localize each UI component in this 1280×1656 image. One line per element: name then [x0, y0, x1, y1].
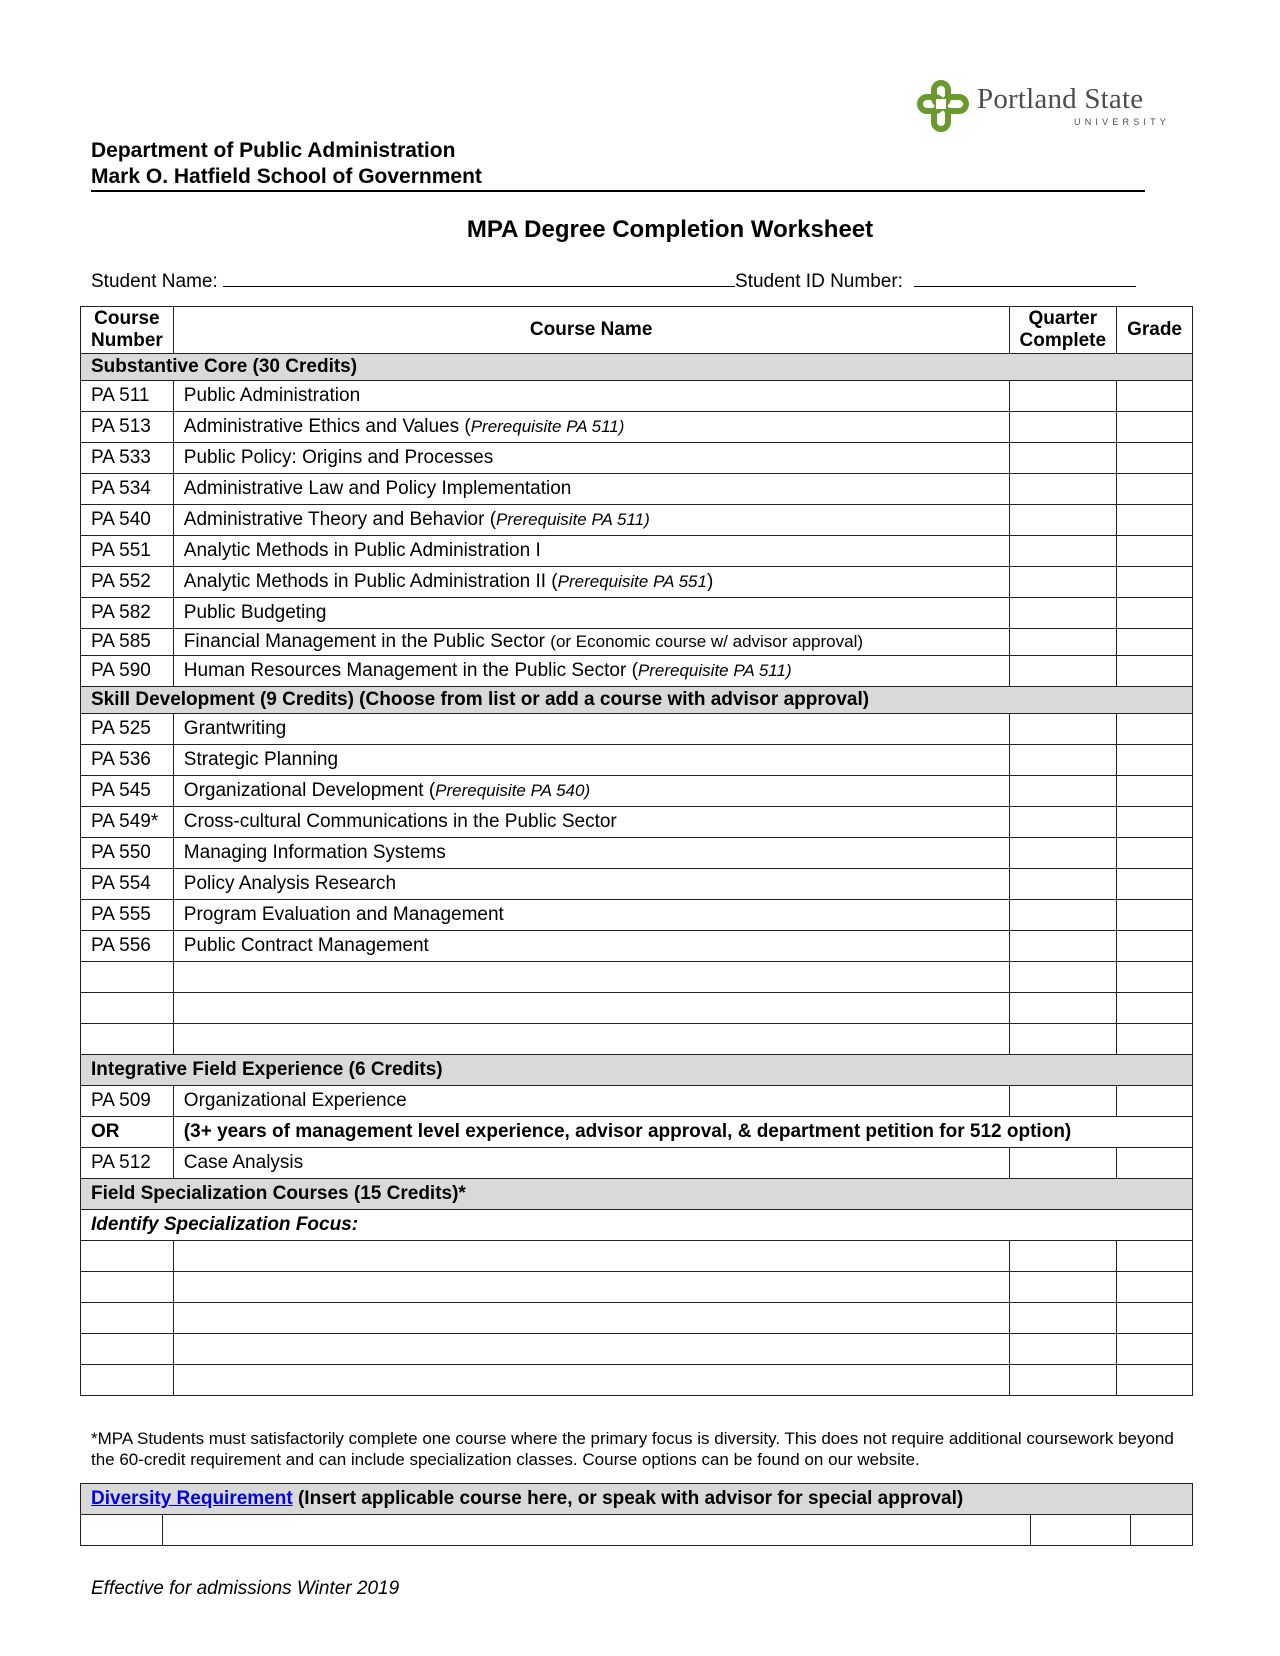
- grade-cell[interactable]: [1117, 838, 1193, 869]
- grade-cell[interactable]: [1117, 745, 1193, 776]
- empty-row: [81, 1365, 1193, 1396]
- diversity-requirement-link[interactable]: Diversity Requirement: [91, 1488, 293, 1509]
- empty-row: [81, 1024, 1193, 1055]
- empty-row: [81, 962, 1193, 993]
- table-row: PA 533 Public Policy: Origins and Processes: [81, 443, 1193, 474]
- quarter-cell[interactable]: [1009, 931, 1117, 962]
- quarter-complete-header: Quarter Complete: [1009, 307, 1117, 354]
- grade-cell[interactable]: [1117, 474, 1193, 505]
- quarter-cell[interactable]: [1009, 474, 1117, 505]
- grade-cell[interactable]: [1117, 412, 1193, 443]
- table-row: PA 525 Grantwriting: [81, 714, 1193, 745]
- table-row: PA 511 Public Administration: [81, 381, 1193, 412]
- grade-cell[interactable]: [1117, 656, 1193, 687]
- grade-cell[interactable]: [1117, 381, 1193, 412]
- table-row: PA 545 Organizational Development (Prerequisite PA 540): [81, 776, 1193, 807]
- diversity-table: [80, 1483, 1193, 1546]
- empty-row: [81, 1334, 1193, 1365]
- quarter-cell[interactable]: [1009, 536, 1117, 567]
- school-name-row: [91, 164, 1145, 192]
- table-row: PA 582 Public Budgeting: [81, 598, 1193, 629]
- grade-cell[interactable]: [1117, 869, 1193, 900]
- table-row: PA 585 Financial Management in the Public Sector (or Economic course w/ advisor approval): [81, 629, 1193, 656]
- grade-cell[interactable]: [1117, 776, 1193, 807]
- table-row: PA 549* Cross-cultural Communications in the Public Sector: [81, 807, 1193, 838]
- quarter-cell[interactable]: [1009, 381, 1117, 412]
- grade-cell[interactable]: [1117, 443, 1193, 474]
- table-row: PA 536 Strategic Planning: [81, 745, 1193, 776]
- quarter-cell[interactable]: [1009, 567, 1117, 598]
- logo-subtitle: UNIVERSITY: [1074, 117, 1171, 127]
- quarter-cell[interactable]: [1009, 656, 1117, 687]
- quarter-cell[interactable]: [1009, 745, 1117, 776]
- section-title: Integrative Field Experience (6 Credits): [81, 1055, 1193, 1086]
- quarter-cell[interactable]: [1009, 714, 1117, 745]
- quarter-cell[interactable]: [1009, 629, 1117, 656]
- section-core: [81, 354, 1193, 381]
- empty-row: [81, 993, 1193, 1024]
- grade-cell[interactable]: [1117, 714, 1193, 745]
- table-row: PA 509 Organizational Experience: [81, 1086, 1193, 1117]
- table-row: PA 551 Analytic Methods in Public Administration I: [81, 536, 1193, 567]
- psu-knot-icon: [917, 80, 969, 132]
- table-row: PA 555 Program Evaluation and Management: [81, 900, 1193, 931]
- table-header-row: [81, 307, 1193, 354]
- table-row: PA 550 Managing Information Systems: [81, 838, 1193, 869]
- quarter-cell[interactable]: [1009, 1086, 1117, 1117]
- grade-cell[interactable]: [1117, 567, 1193, 598]
- table-row: PA 534 Administrative Law and Policy Implementation: [81, 474, 1193, 505]
- grade-cell[interactable]: [1117, 536, 1193, 567]
- quarter-cell[interactable]: [1009, 776, 1117, 807]
- student-info-line: [91, 270, 1136, 293]
- student-name-field[interactable]: [223, 270, 735, 287]
- grade-cell[interactable]: [1117, 1148, 1193, 1179]
- section-field: [81, 1055, 1193, 1086]
- section-title: Field Specialization Courses (15 Credits)*: [81, 1179, 1193, 1210]
- page-title: MPA Degree Completion Worksheet: [466, 216, 874, 243]
- quarter-cell[interactable]: [1009, 900, 1117, 931]
- empty-row: [81, 1303, 1193, 1334]
- quarter-cell[interactable]: [1009, 1148, 1117, 1179]
- course-number-header: Course Number: [81, 307, 174, 354]
- department-name: Department of Public Administration: [91, 139, 456, 162]
- specialization-focus-field[interactable]: Identify Specialization Focus:: [81, 1210, 1193, 1241]
- grade-cell[interactable]: [1117, 1086, 1193, 1117]
- grade-cell[interactable]: [1117, 807, 1193, 838]
- quarter-cell[interactable]: [1009, 838, 1117, 869]
- table-row: PA 512 Case Analysis: [81, 1148, 1193, 1179]
- table-row: PA 552 Analytic Methods in Public Administration II (Prerequisite PA 551): [81, 567, 1193, 598]
- grade-cell[interactable]: [1117, 505, 1193, 536]
- or-row: OR (3+ years of management level experience, advisor approval, & department petition for 512 option): [81, 1117, 1193, 1148]
- logo-wordmark: Portland State: [977, 83, 1144, 115]
- section-skill: [81, 687, 1193, 714]
- quarter-cell[interactable]: [1009, 412, 1117, 443]
- grade-cell[interactable]: [1117, 900, 1193, 931]
- section-title: Substantive Core (30 Credits): [81, 354, 1193, 381]
- course-table: [80, 306, 1193, 1396]
- grade-header: Grade: [1117, 307, 1193, 354]
- diversity-footnote: *MPA Students must satisfactorily complete one course where the primary focus is diversity. This does not require additional coursework beyond the 60-credit requirement and can include specialization classes. Course options can be found on our website.: [91, 1429, 1174, 1469]
- grade-cell[interactable]: [1117, 931, 1193, 962]
- specialization-focus-row: [81, 1210, 1193, 1241]
- empty-row: [81, 1241, 1193, 1272]
- table-row: PA 540 Administrative Theory and Behavior (Prerequisite PA 511): [81, 505, 1193, 536]
- table-row: PA 554 Policy Analysis Research: [81, 869, 1193, 900]
- diversity-header: [81, 1484, 1193, 1515]
- school-name: Mark O. Hatfield School of Government: [91, 165, 482, 188]
- student-id-label: Student ID Number:: [735, 271, 903, 292]
- grade-cell[interactable]: [1117, 598, 1193, 629]
- quarter-cell[interactable]: [1009, 869, 1117, 900]
- student-id-field[interactable]: [914, 270, 1136, 287]
- diversity-header-row: [81, 1484, 1193, 1515]
- quarter-cell[interactable]: [1009, 505, 1117, 536]
- quarter-cell[interactable]: [1009, 807, 1117, 838]
- diversity-instruction: (Insert applicable course here, or speak with advisor for special approval): [292, 1488, 964, 1509]
- table-row: PA 513 Administrative Ethics and Values (Prerequisite PA 511): [81, 412, 1193, 443]
- section-title: Skill Development (9 Credits) (Choose from list or add a course with advisor approval): [81, 687, 1193, 714]
- section-specialization: [81, 1179, 1193, 1210]
- table-row: PA 590 Human Resources Management in the Public Sector (Prerequisite PA 511): [81, 656, 1193, 687]
- grade-cell[interactable]: [1117, 629, 1193, 656]
- quarter-cell[interactable]: [1009, 443, 1117, 474]
- table-row: PA 556 Public Contract Management: [81, 931, 1193, 962]
- student-name-label: Student Name:: [91, 271, 218, 292]
- effective-date-note: Effective for admissions Winter 2019: [91, 1578, 400, 1599]
- quarter-cell[interactable]: [1009, 598, 1117, 629]
- university-logo: [917, 80, 1171, 132]
- course-name-header: Course Name: [173, 307, 1009, 354]
- empty-row: [81, 1515, 1193, 1546]
- empty-row: [81, 1272, 1193, 1303]
